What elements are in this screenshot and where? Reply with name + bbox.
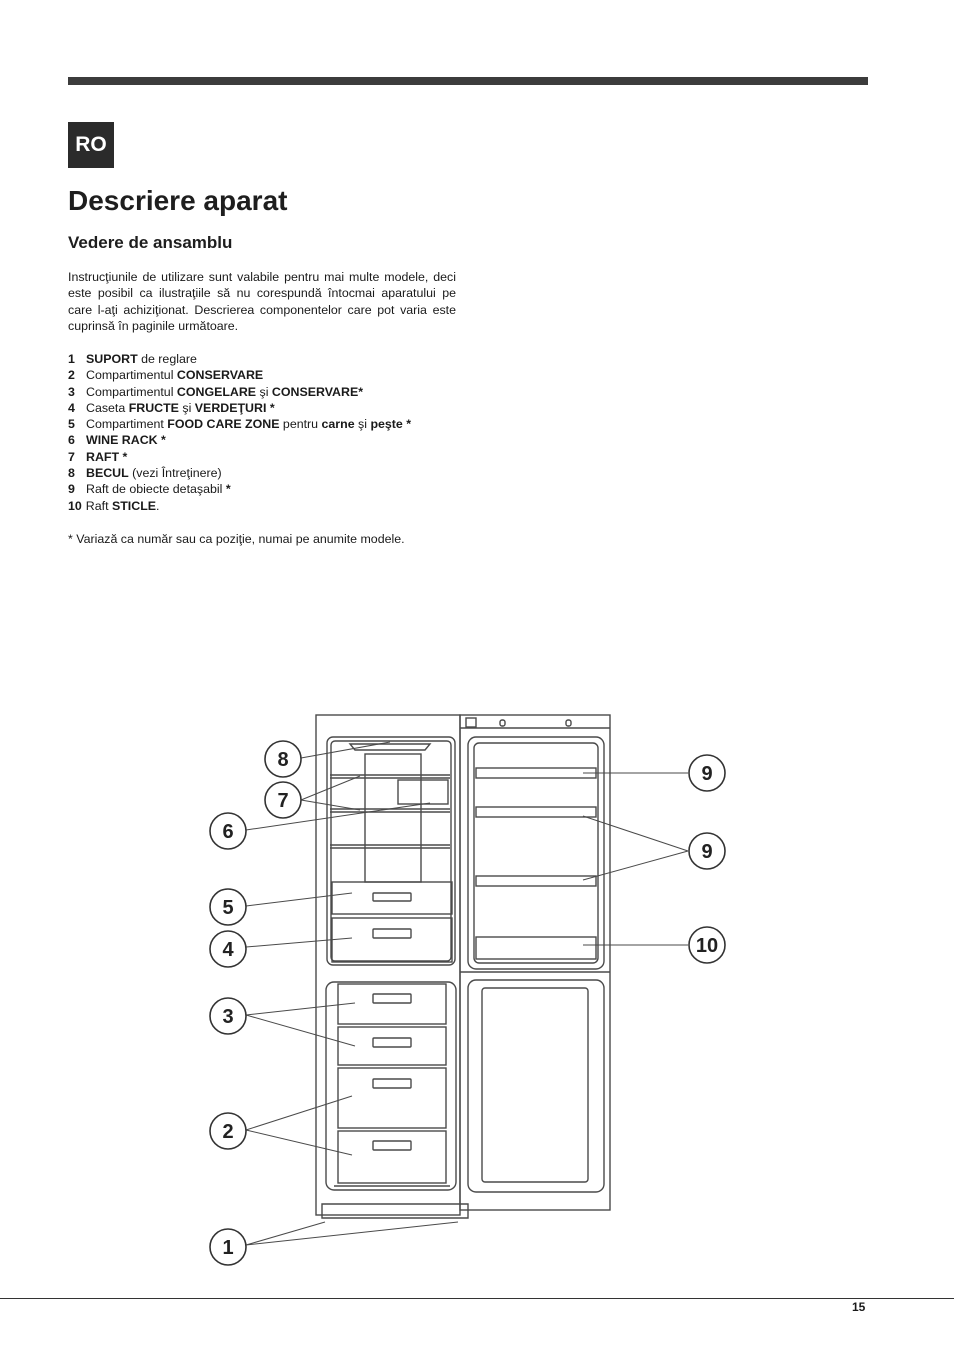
fridge-compartment	[327, 737, 455, 965]
freezer-drawer	[338, 1068, 446, 1128]
fruit-vegetable-drawer	[332, 918, 452, 962]
page-number: 15	[852, 1300, 866, 1314]
shelf	[330, 845, 450, 848]
callout-10-label: 10	[695, 935, 719, 957]
bottle-shelf	[476, 937, 596, 959]
legend-item: 2 Compartimentul CONSERVARE	[68, 368, 264, 383]
callout-1-label: 1	[222, 1237, 234, 1259]
bottom-rule	[0, 1298, 954, 1299]
legend-item: 10 Raft STICLE.	[68, 498, 160, 513]
legend-item: 5 Compartiment FOOD CARE ZONE pentru carne şi peşte *	[68, 417, 412, 432]
freezer-drawer	[338, 984, 446, 1024]
legend-item: 7 RAFT *	[68, 449, 128, 464]
legend-item: 3 Compartimentul CONGELARE şi CONSERVARE*	[68, 384, 364, 399]
door-shelf	[476, 807, 596, 817]
callout-6-label: 6	[222, 821, 234, 843]
section-title: Vedere de ansamblu	[68, 233, 233, 252]
door-shelf	[476, 768, 596, 778]
top-rule	[68, 77, 868, 85]
callout-3-label: 3	[222, 1006, 234, 1028]
legend-item: 1 SUPORT de reglare	[68, 352, 197, 366]
language-badge: RO	[68, 122, 114, 168]
legend-item: 4 Caseta FRUCTE şi VERDEŢURI *	[68, 400, 275, 415]
adjustable-feet	[322, 1204, 468, 1218]
legend-item: 8 BECUL (vezi Întreţinere)	[68, 466, 222, 481]
freezer-door-panel	[482, 988, 588, 1182]
leader-lines	[246, 742, 688, 1245]
callout-8-label: 8	[277, 749, 289, 771]
back-panel	[365, 754, 421, 882]
intro-paragraph: Instrucţiunile de utilizare sunt valabile pentru mai multe modele, deci este posibil ca ilustraţiile să nu corespundă întocmai aparatului pe care l-aţi achiziţionat. Descrierea componentelor care pot varia este cuprinsă în paginile următoare.	[68, 270, 456, 333]
callout-4-label: 4	[222, 939, 234, 961]
callout-5-label: 5	[222, 897, 234, 919]
fridge-diagram	[0, 690, 954, 1290]
callout-9-bottom-label: 9	[701, 841, 713, 863]
legend-item: 9 Raft de obiecte detaşabil *	[68, 482, 231, 497]
food-care-zone-drawer	[332, 882, 452, 914]
legend-item: 6 WINE RACK *	[68, 433, 166, 448]
callout-2-label: 2	[222, 1121, 234, 1143]
page-title: Descriere aparat	[68, 185, 288, 216]
callout-9-top-label: 9	[701, 763, 713, 785]
component-legend	[68, 351, 411, 514]
callout-7-label: 7	[277, 790, 289, 812]
footnote: * Variază ca număr sau ca poziţie, numai pe anumite modele.	[68, 532, 405, 546]
freezer-drawer	[338, 1131, 446, 1183]
freezer-compartment	[326, 982, 456, 1190]
shelf	[330, 809, 450, 812]
shelf	[330, 775, 450, 778]
door-shelf	[476, 876, 596, 886]
